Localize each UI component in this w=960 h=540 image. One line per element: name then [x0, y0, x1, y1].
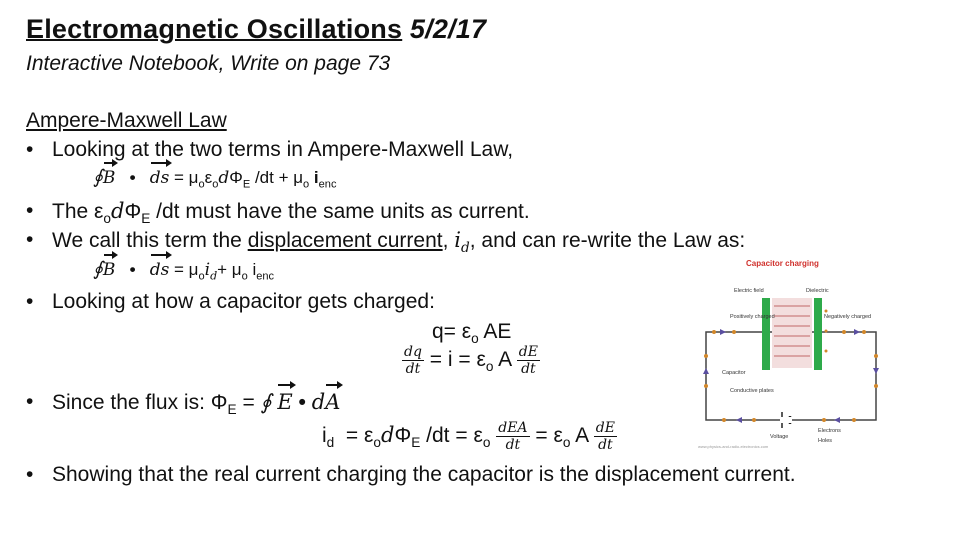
- bullet-marker: •: [26, 290, 34, 313]
- bullet-2-text: The $\varepsilon_od\Phi_E$ /dt must have the same units as current.: [52, 199, 530, 227]
- label-voltage: Voltage: [770, 434, 789, 440]
- page-title: [26, 14, 486, 45]
- label-plates: Conductive plates: [730, 388, 774, 394]
- battery-gap: [780, 417, 792, 423]
- bullet-marker: •: [26, 390, 34, 413]
- section-heading: Ampere-Maxwell Law: [26, 109, 227, 132]
- label-electric-field: Electric field: [734, 288, 764, 294]
- label-holes: Holes: [818, 438, 833, 444]
- title-date: 5/2/17: [409, 14, 487, 44]
- bullet-marker: •: [26, 228, 34, 251]
- ampere-maxwell-equation: ∮B • ds = $\mu_o\varepsilon_od\Phi_E$ $/dt + \mu_o$ $i_{enc}$: [93, 166, 337, 191]
- bullet-3-text: We call this term the displacement current, $i_d$, and can re-write the Law as:: [52, 228, 746, 257]
- label-positive: Positively charged: [730, 314, 775, 320]
- label-negative: Negatively charged: [824, 314, 872, 320]
- label-dielectric: Dielectric: [806, 288, 829, 294]
- subtitle: Interactive Notebook, Write on page 73: [26, 52, 391, 75]
- diagram-title: Capacitor charging: [746, 259, 819, 268]
- negative-plate: [814, 298, 822, 370]
- bullet-marker: •: [26, 199, 34, 222]
- dielectric: [772, 298, 812, 368]
- label-electrons: Electrons: [818, 428, 841, 434]
- bullet-marker: •: [26, 138, 34, 161]
- displacement-law-equation: ∮B • ds = $\mu_oi_d+ \mu_o$ $i_{enc}$: [93, 258, 275, 283]
- label-credit: www.physics-and-radio-electronics.com: [698, 444, 769, 449]
- title-name: Electromagnetic Oscillations: [26, 14, 403, 44]
- bullet-1-text: Looking at the two terms in Ampere-Maxwell Law,: [52, 138, 514, 161]
- capacitor-charging-diagram: [694, 256, 890, 452]
- displacement-current-equation: $i_d = \varepsilon_od\Phi_E$ $/dt = \varepsilon_o$ $\frac{\text{dEA}}{dt}$ = $\varepsilon_o$ A $\frac{dE}{dt}$: [322, 420, 615, 453]
- bullet-marker: •: [26, 463, 34, 486]
- bullet-6-text: Showing that the real current charging the capacitor is the displacement current.: [52, 463, 796, 486]
- positive-plate: [762, 298, 770, 370]
- label-capacitor: Capacitor: [722, 370, 746, 376]
- bullet-4-text: Looking at how a capacitor gets charged:: [52, 290, 435, 313]
- charge-equation: $q= \varepsilon_o$ AE: [432, 320, 512, 347]
- current-equation: $\frac{dq}{dt}$ = $i = \varepsilon_o$ A $\frac{dE}{dt}$: [404, 344, 538, 377]
- bullet-5-text: Since the flux is: $\Phi_E$ = ∮ E • dA: [52, 390, 341, 418]
